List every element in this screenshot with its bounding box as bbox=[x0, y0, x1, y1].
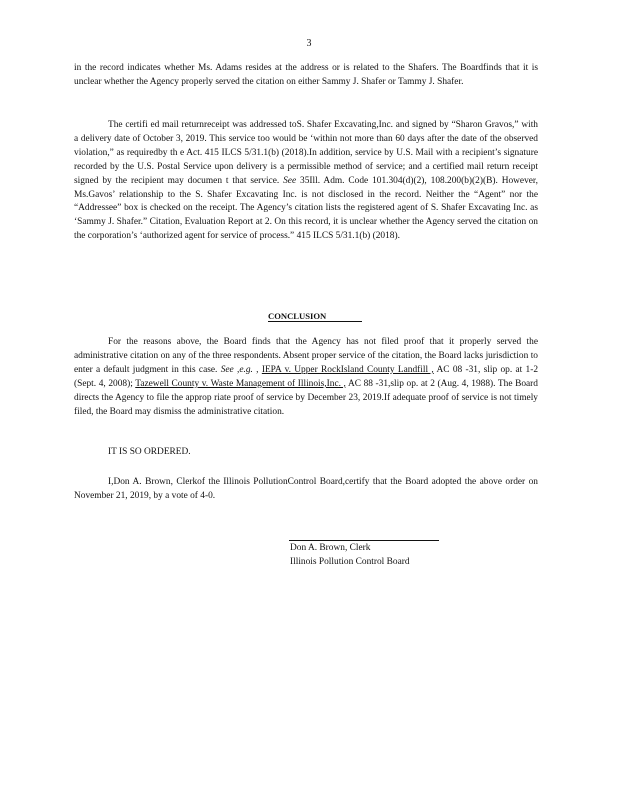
ordered-text: IT IS SO ORDERED. bbox=[108, 447, 191, 457]
so-ordered bbox=[74, 446, 538, 460]
see-signal: See ,e.g. , bbox=[220, 364, 259, 375]
paragraph-text: AC 08 -31, slip op. at 1-2 (Sept. 4, 2008); bbox=[74, 364, 539, 389]
paragraph-text: in the record indicates whether Ms. Adams resides at the address or is related to the Shafers. The Boardfinds that it is unclear whether the Agency properly served the citation on either Sammy J. Shafer or Tammy J. Shafer. bbox=[74, 63, 538, 87]
section-heading bbox=[268, 311, 362, 321]
signature-organization: Illinois Pollution Control Board bbox=[290, 557, 410, 567]
signature-line bbox=[289, 540, 439, 541]
page-number: 3 bbox=[306, 38, 312, 49]
paragraph-text: The certifi ed mail returnreceipt was addressed toS. Shafer Excavating,Inc. and signed by “Sharon Gravos,” with a delivery date of October 3, 2019. This service too would be ‘within not more than 60 days after the date of the observed violation,” as requiredby th e Act. 415 ILCS 5/31.1(b) (2018).In addition, service by U.S. Mail with a recipient’s signature recorded by the U.S. Postal Service upon delivery is a permissible method of service; and a certified mail return receipt signed by the recipient may documen t that service. bbox=[74, 120, 538, 186]
see-signal: See bbox=[283, 175, 297, 186]
paragraph-text: 35Ill. Adm. Code 101.304(d)(2), 108.200(b)(2)(B). However, Ms.Gavos’ relationship to the S. Shafer Excavating Inc. is not disclosed in the record. Neither the “Agent” nor the “Addressee” box is checked on the receipt. The Agency’s citation lists the registered agent of S. Shafer Excavating Inc. as ‘Sammy J. Shafer.” Citation, Evaluation Report at 2. On this record, it is unclear whether the Agency served the citation on the corporation’s ‘authorized agent for service of process.” 415 ILCS 5/31.1(b) (2018). bbox=[74, 175, 539, 242]
paragraph-text: For the reasons above, the Board finds that the Agency has not filed proof that it properly served the administrative citation on any of the three respondents. Absent proper service of the citation, the Board lacks jurisdiction to enter a default judgment in this case. bbox=[74, 337, 538, 375]
paragraph-text: I,Don A. Brown, Clerkof the Illinois PollutionControl Board,certify that the Board adopted the above order on November 21, 2019, by a vote of 4-0. bbox=[74, 477, 538, 501]
heading-text: CONCLUSION bbox=[268, 311, 362, 322]
paragraph-certification bbox=[74, 476, 538, 504]
paragraph-service-individuals bbox=[74, 62, 538, 90]
case-citation-tazewell: Tazewell County v. Waste Management of Illinois,Inc. , bbox=[135, 378, 346, 389]
paragraph-text: AC 88 -31,slip op. at 2 (Aug. 4, 1988). The Board directs the Agency to file the approp riate proof of service by December 23, 2019.If adequate proof of service is not timely filed, the Board may dismiss the administrative citation. bbox=[74, 378, 538, 417]
paragraph-certified-mail bbox=[74, 119, 538, 244]
case-citation-iepa: IEPA v. Upper RockIsland County Landfill , bbox=[261, 364, 434, 375]
signature-name: Don A. Brown, Clerk bbox=[290, 543, 371, 553]
paragraph-conclusion bbox=[74, 336, 538, 419]
